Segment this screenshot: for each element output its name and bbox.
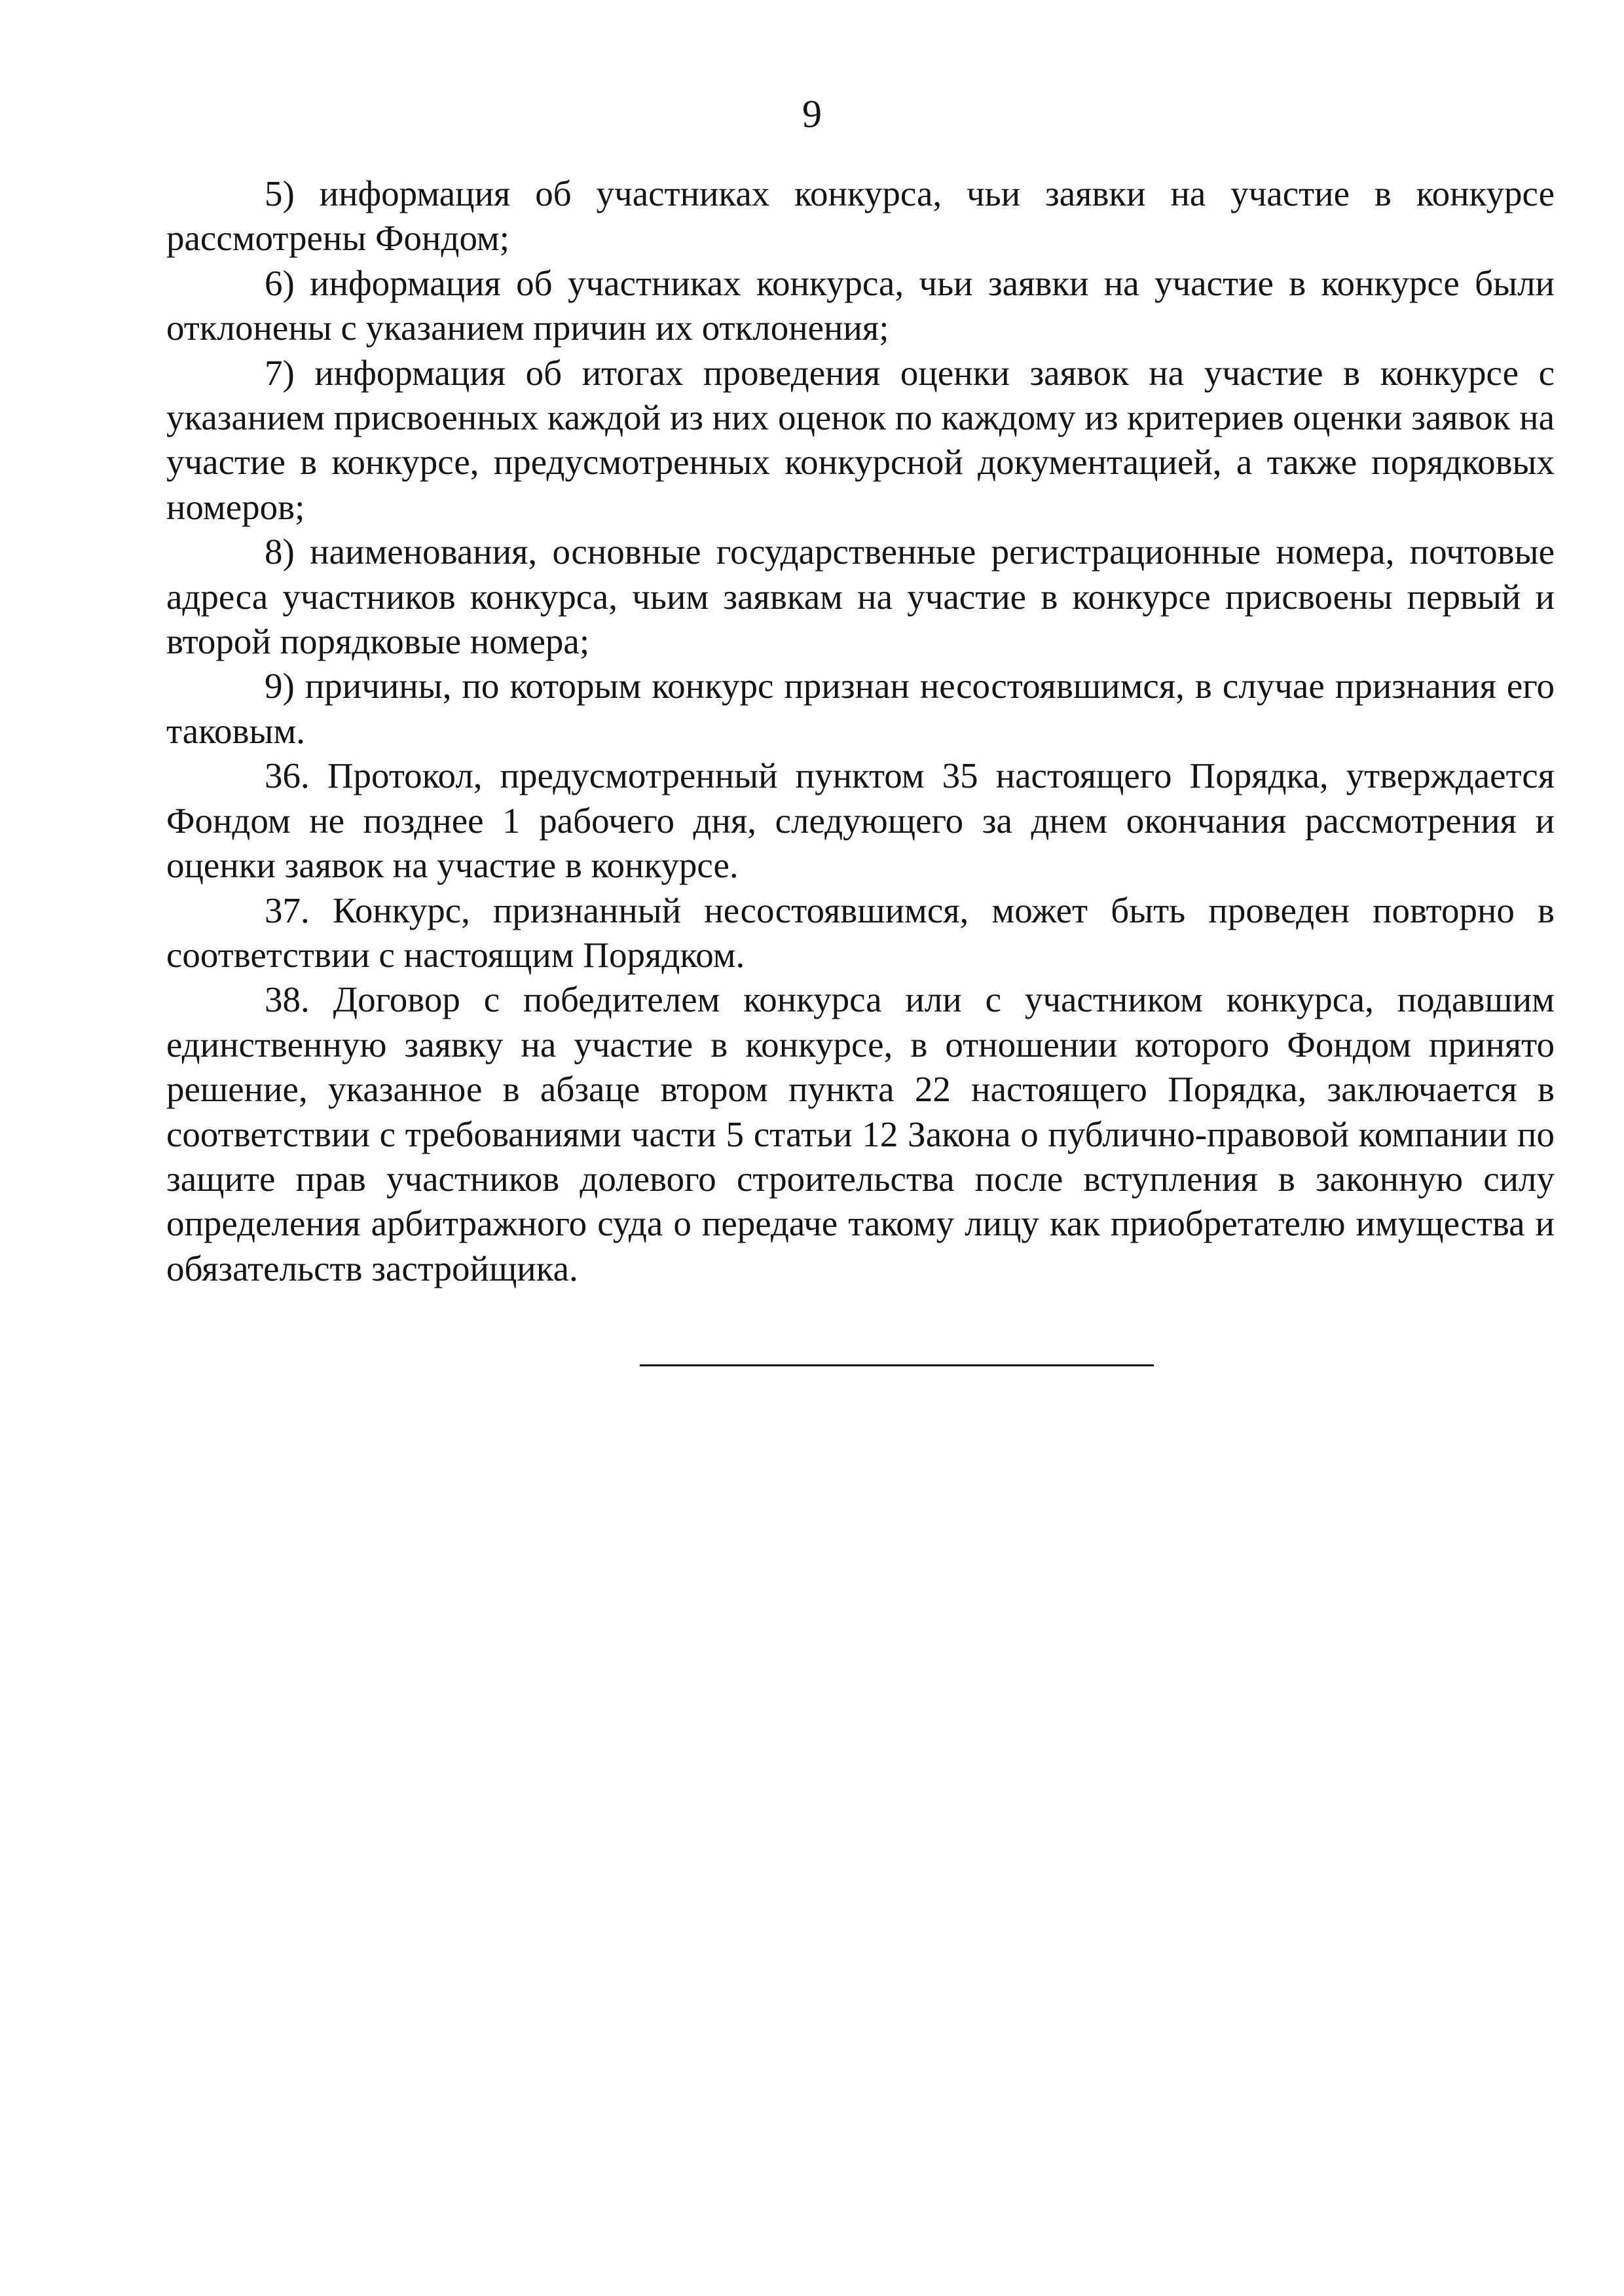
list-item-5: 5) информация об участниках конкурса, чьи заявки на участие в конкурсе рассмотрены Фондом; (166, 173, 1555, 259)
clause-37: 37. Конкурс, признанный несостоявшимся, может быть проведен повторно в соответствии с настоящим Порядком. (166, 890, 1555, 975)
clause-36: 36. Протокол, предусмотренный пунктом 35 настоящего Порядка, утверждается Фондом не позднее 1 рабочего дня, следующего за днем окончания рассмотрения и оценки заявок на участие в конкурсе. (166, 756, 1555, 886)
list-item-6: 6) информация об участниках конкурса, чьи заявки на участие в конкурсе были отклонены с указанием причин их отклонения; (166, 263, 1555, 348)
document-body (166, 172, 1555, 1291)
list-item-7: 7) информация об итогах проведения оценки заявок на участие в конкурсе с указанием присвоенных каждой из них оценок по каждому из критериев оценки заявок на участие в конкурсе, предусмотренных конкурсной документацией, а также порядковых номеров; (166, 352, 1555, 527)
page-number: 9 (802, 92, 822, 136)
end-of-document-rule (640, 1364, 1154, 1366)
list-item-9: 9) причины, по которым конкурс признан несостоявшимся, в случае признания его таковым. (166, 666, 1555, 751)
list-item-8: 8) наименования, основные государственные регистрационные номера, почтовые адреса участников конкурса, чьим заявкам на участие в конкурсе присвоены первый и второй порядковые номера; (166, 532, 1555, 662)
clause-38: 38. Договор с победителем конкурса или с участником конкурса, подавшим единственную заявку на участие в конкурсе, в отношении которого Фондом принято решение, указанное в абзаце втором пункта 22 настоящего Порядка, заключается в соответствии с требованиями части 5 статьи 12 Закона о публично-правовой компании по защите прав участников долевого строительства после вступления в законную силу определения арбитражного суда о передаче такому лицу как приобретателю имущества и обязательств застройщика. (166, 979, 1555, 1288)
